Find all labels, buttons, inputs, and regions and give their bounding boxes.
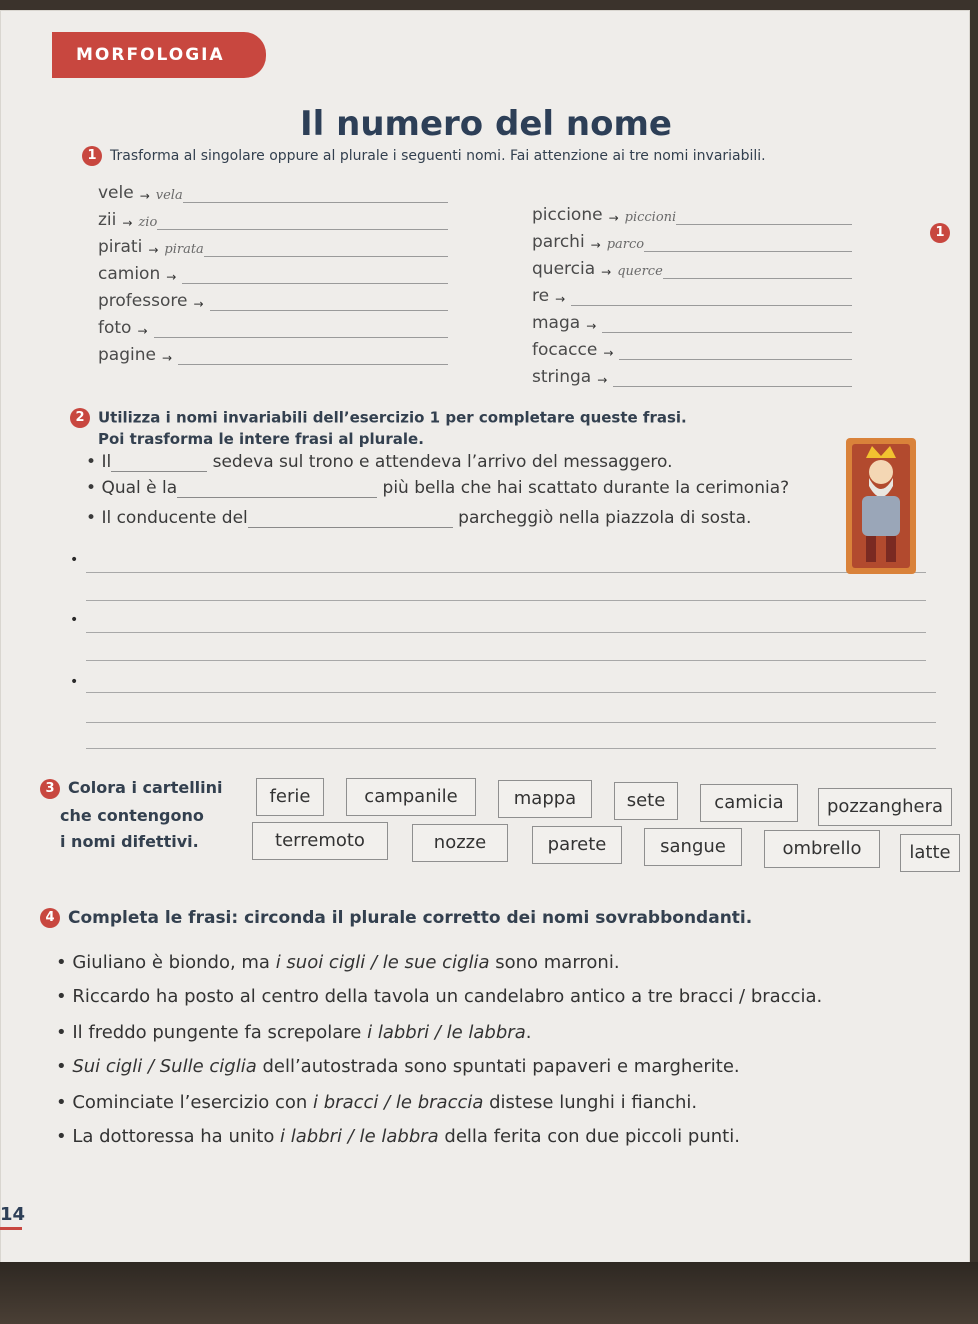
- ex1-left-row: [98, 176, 448, 203]
- ex4-number: 4: [40, 908, 60, 928]
- sentence-end: dell’autostrada sono spuntati papaveri e margherite.: [256, 1056, 740, 1077]
- ex2-instruction: [70, 408, 850, 428]
- word: parchi: [532, 232, 585, 252]
- answer-line[interactable]: [154, 319, 448, 338]
- arrow-icon: →: [603, 346, 614, 360]
- answer: vela: [155, 188, 183, 203]
- answer-line[interactable]: [182, 265, 448, 284]
- ex4-sentence-2: • Riccardo ha posto al centro della tavola un candelabro antico a tre bracci / braccia.: [56, 986, 823, 1007]
- arrow-icon: →: [148, 243, 159, 257]
- side-number-badge: [930, 222, 958, 243]
- answer-line[interactable]: [619, 341, 852, 360]
- arrow-icon: →: [122, 216, 133, 230]
- ex2-number: 2: [70, 408, 90, 428]
- ex1-left-column: [98, 176, 448, 365]
- arrow-icon: →: [139, 189, 150, 203]
- bullet: •: [70, 674, 79, 690]
- word: stringa: [532, 367, 592, 387]
- bullet: •: [70, 552, 79, 568]
- word-card[interactable]: camicia: [700, 784, 798, 822]
- word: maga: [532, 313, 581, 333]
- ex1-left-row: [98, 203, 448, 230]
- ex1-right-row: [532, 252, 852, 279]
- fill-blank[interactable]: [177, 479, 377, 498]
- sentence-end: della ferita con due piccoli punti.: [438, 1126, 740, 1147]
- ex1-left-row: [98, 338, 448, 365]
- word: quercia: [532, 259, 596, 279]
- word: vele: [98, 183, 134, 203]
- answer: querce: [617, 264, 663, 279]
- word: professore: [98, 291, 188, 311]
- word-card[interactable]: nozze: [412, 824, 508, 862]
- sentence-end: distese lunghi i fianchi.: [483, 1092, 698, 1113]
- sentence-end: sedeva sul trono e attendeva l’arrivo del messaggero.: [212, 452, 673, 472]
- ex4-sentence-4: • Sui cigli / Sulle ciglia dell’autostrada sono spuntati papaveri e margherite.: [56, 1056, 740, 1077]
- ex1-right-row: [532, 198, 852, 225]
- ex2-sentence-1: • Il sedeva sul trono e attendeva l’arrivo del messaggero.: [86, 452, 673, 472]
- ex4-instruction: [40, 908, 752, 928]
- sentence-start: Il freddo pungente fa screpolare: [72, 1022, 368, 1043]
- answer: piccioni: [624, 210, 677, 225]
- arrow-icon: →: [137, 324, 148, 338]
- answer: pirata: [164, 242, 204, 257]
- answer-line[interactable]: [602, 314, 852, 333]
- ex3-instruction-line1: Colora i cartellini: [68, 778, 223, 797]
- king-on-throne-illustration: [846, 438, 916, 574]
- word: pagine: [98, 345, 156, 365]
- sentence-start: Qual è la: [101, 478, 178, 498]
- ex3-instruction-line2: che contengono: [60, 806, 204, 825]
- ex1-left-row: [98, 311, 448, 338]
- ex4-sentence-5: • Cominciate l’esercizio con i bracci / le braccia distese lunghi i fianchi.: [56, 1092, 698, 1113]
- word-card[interactable]: terremoto: [252, 822, 388, 860]
- write-line[interactable]: [86, 572, 926, 573]
- sentence-start: Il conducente del: [101, 508, 248, 528]
- ex2-sentence-2: • Qual è la più bella che hai scattato durante la cerimonia?: [86, 478, 790, 498]
- write-line[interactable]: [86, 660, 926, 661]
- ex4-sentence-1: • Giuliano è biondo, ma i suoi cigli / le sue ciglia sono marroni.: [56, 952, 620, 973]
- word: focacce: [532, 340, 598, 360]
- section-tag: MORFOLOGIA: [52, 32, 266, 78]
- sentence-start: Riccardo ha posto al centro della tavola un candelabro antico a tre: [72, 986, 679, 1007]
- choice-options[interactable]: Sui cigli / Sulle ciglia: [72, 1056, 257, 1077]
- arrow-icon: →: [555, 292, 566, 306]
- ex1-right-row: [532, 279, 852, 306]
- ex1-left-row: [98, 257, 448, 284]
- word: foto: [98, 318, 132, 338]
- write-line[interactable]: [86, 722, 936, 723]
- answer-line[interactable]: [613, 368, 852, 387]
- word-card[interactable]: parete: [532, 826, 622, 864]
- answer-line[interactable]: [676, 206, 852, 225]
- word-card[interactable]: pozzanghera: [818, 788, 952, 826]
- word: zii: [98, 210, 117, 230]
- choice-options[interactable]: i suoi cigli / le sue ciglia: [275, 952, 490, 973]
- ex1-right-row: [532, 333, 852, 360]
- arrow-icon: →: [193, 297, 204, 311]
- sentence-start: Giuliano è biondo, ma: [72, 952, 276, 973]
- answer: parco: [606, 237, 645, 252]
- word: re: [532, 286, 550, 306]
- ex3-instruction-line3: i nomi difettivi.: [60, 832, 199, 851]
- sentence-end: .: [525, 1022, 532, 1043]
- sentence-end: .: [816, 986, 823, 1007]
- answer: zio: [138, 215, 158, 230]
- ex1-right-column: [532, 198, 852, 387]
- ex4-sentence-6: • La dottoressa ha unito i labbri / le labbra della ferita con due piccoli punti.: [56, 1126, 740, 1147]
- answer-line[interactable]: [571, 287, 852, 306]
- ex2-sentence-3: • Il conducente del parcheggiò nella piazzola di sosta.: [86, 508, 752, 528]
- answer-line[interactable]: [644, 233, 852, 252]
- choice-options[interactable]: i labbri / le labbra: [280, 1126, 439, 1147]
- page-number: 14: [0, 1204, 22, 1230]
- word-card[interactable]: ferie: [256, 778, 324, 816]
- word-card[interactable]: campanile: [346, 778, 476, 816]
- word: piccione: [532, 205, 603, 225]
- sentence-start: La dottoressa ha unito: [72, 1126, 281, 1147]
- ex1-right-row: [532, 306, 852, 333]
- fill-blank[interactable]: [111, 453, 207, 472]
- fill-blank[interactable]: [248, 509, 453, 528]
- answer-line[interactable]: [157, 211, 448, 230]
- arrow-icon: →: [590, 238, 601, 252]
- write-line[interactable]: [86, 692, 936, 693]
- ex1-instruction: [82, 146, 882, 166]
- page-title: Il numero del nome: [300, 104, 672, 144]
- answer-line[interactable]: [210, 292, 448, 311]
- word-card[interactable]: sangue: [644, 828, 742, 866]
- answer-line[interactable]: [663, 260, 852, 279]
- answer-line[interactable]: [183, 184, 448, 203]
- ex1-right-row: [532, 225, 852, 252]
- background-edge: [0, 1262, 978, 1324]
- choice-options[interactable]: i bracci / le braccia: [313, 1092, 484, 1113]
- sentence-end: parcheggiò nella piazzola di sosta.: [458, 508, 752, 528]
- ex1-left-row: [98, 284, 448, 311]
- word: pirati: [98, 237, 143, 257]
- word-card[interactable]: mappa: [498, 780, 592, 818]
- write-line[interactable]: [86, 748, 936, 749]
- bullet: •: [70, 612, 79, 628]
- ex3-instruction: [40, 778, 223, 799]
- word: camion: [98, 264, 161, 284]
- ex4-instruction-text: Completa le frasi: circonda il plurale corretto dei nomi sovrabbondanti.: [68, 908, 753, 928]
- choice-options[interactable]: bracci / braccia: [678, 986, 817, 1007]
- sentence-start: Cominciate l’esercizio con: [72, 1092, 314, 1113]
- ex1-left-row: [98, 230, 448, 257]
- ex4-sentence-3: • Il freddo pungente fa screpolare i labbri / le labbra.: [56, 1022, 532, 1043]
- word-card[interactable]: sete: [614, 782, 678, 820]
- arrow-icon: →: [608, 211, 619, 225]
- arrow-icon: →: [166, 270, 177, 284]
- choice-options[interactable]: i labbri / le labbra: [367, 1022, 526, 1043]
- side-number: 1: [930, 223, 950, 243]
- arrow-icon: →: [161, 351, 173, 365]
- arrow-icon: →: [597, 373, 608, 387]
- arrow-icon: →: [601, 265, 612, 279]
- word-card[interactable]: latte: [900, 834, 960, 872]
- sentence-start: Il: [101, 452, 112, 472]
- ex2-instruction-line1: Utilizza i nomi invariabili dell’esercizio 1 per completare queste frasi.: [98, 408, 687, 427]
- answer-line[interactable]: [178, 346, 448, 365]
- ex3-number: 3: [40, 779, 60, 799]
- answer-line[interactable]: [204, 238, 448, 257]
- ex2-instruction-line2: Poi trasforma le intere frasi al plurale.: [98, 430, 424, 448]
- word-card[interactable]: ombrello: [764, 830, 880, 868]
- write-line[interactable]: [86, 600, 926, 601]
- arrow-icon: →: [586, 319, 597, 333]
- ex1-instruction-text: Trasforma al singolare oppure al plurale i seguenti nomi. Fai attenzione ai tre nomi invariabili.: [110, 148, 766, 164]
- ex1-number: 1: [82, 146, 102, 166]
- ex1-right-row: [532, 360, 852, 387]
- write-line[interactable]: [86, 632, 926, 633]
- king-icon: [846, 438, 916, 574]
- sentence-end: più bella che hai scattato durante la cerimonia?: [382, 478, 790, 498]
- sentence-end: sono marroni.: [489, 952, 620, 973]
